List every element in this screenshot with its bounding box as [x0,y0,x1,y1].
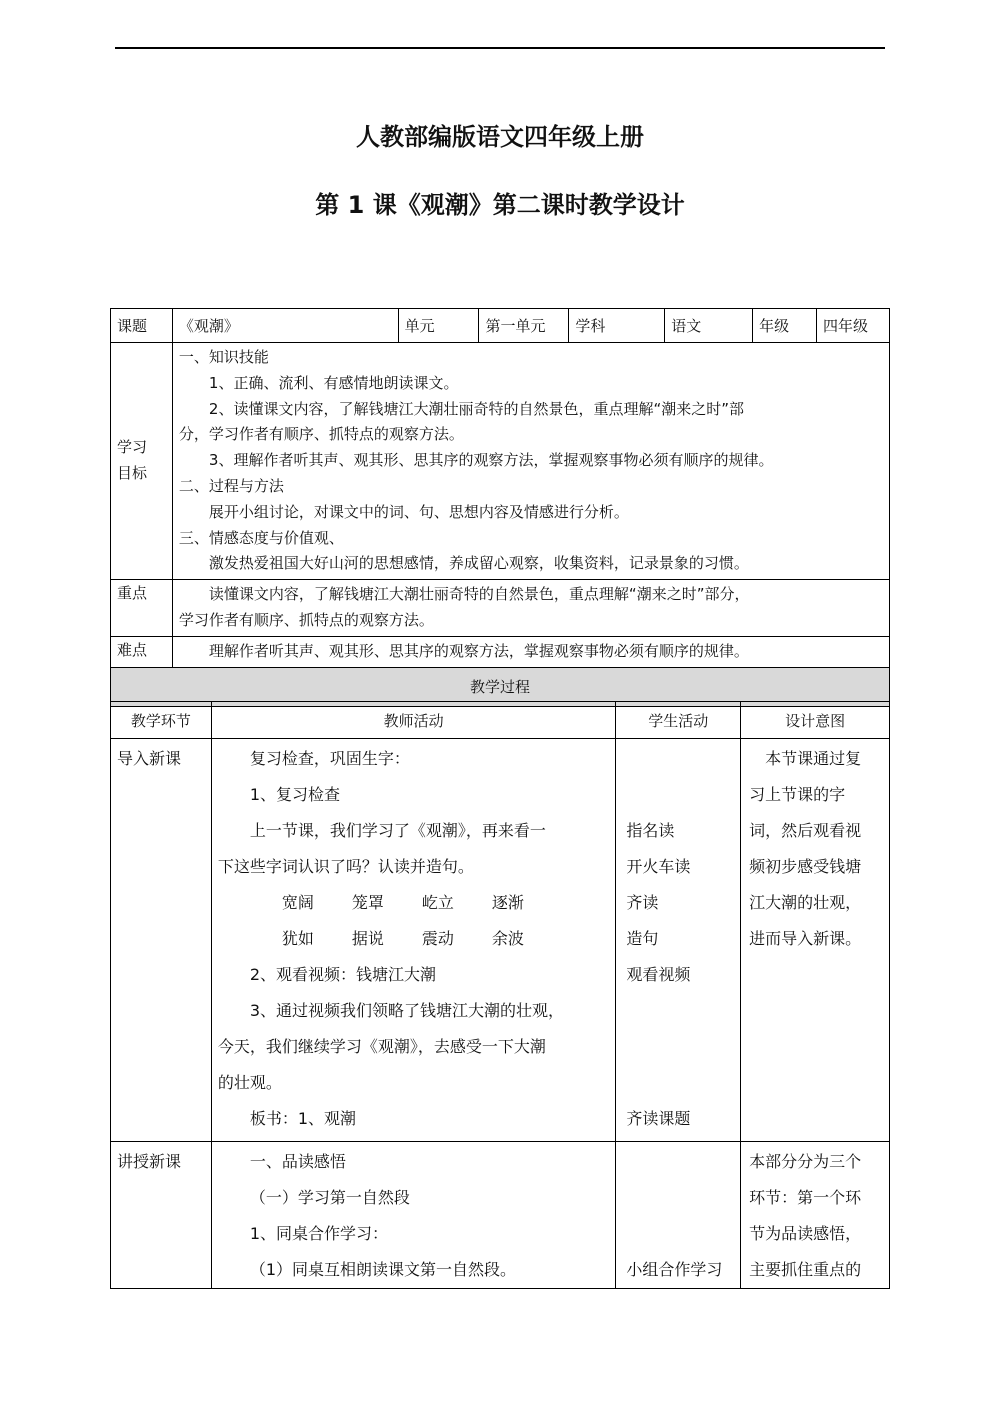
intent-intro: 本节课通过复 习上节课的字 词，然后观看视 频初步感受钱塘 江大潮的壮观， 进而导入新课。 [741,739,890,1142]
process-title: 教学过程 [111,667,890,706]
lesson-info-table [110,308,890,707]
word-row: 宽阔 笼罩 屹立 逐渐 [281,893,524,912]
keypoint-label: 重点 [111,580,173,637]
word-row: 犹如 据说 震动 余波 [281,929,524,948]
goal-line: 一、知识技能 [178,348,269,366]
keypoint-content: 读懂课文内容，了解钱塘江大潮壮丽奇特的自然景色，重点理解“潮来之时”部分， 学习作者有顺序、抓特点的观察方法。 [172,580,889,637]
intent-teach: 本部分分为三个 环节：第一个环 节为品读感悟， 主要抓住重点的 [741,1142,890,1289]
danyuan-label: 单元 [398,309,479,343]
goal-line: 激发热爱祖国大好山河的思想感情，养成留心观察，收集资料，记录景象的习惯。 [208,554,749,573]
stage-teach: 讲授新课 [111,1142,212,1289]
student-intro: 指名读 开火车读 齐读 造句 观看视频 齐读课题 [616,739,741,1142]
difficulty-row [111,636,890,667]
goals-label: 学习 目标 [111,343,173,580]
teacher-intro: 复习检查，巩固生字： 1、复习检查 上一节课，我们学习了《观潮》，再来看一 下这些字词认识了吗？认读并造句。 宽阔 笼罩 屹立 逐渐 犹如 据说 震动 余波 2、观看视频：钱塘江大潮 3、通过视频我们领略了钱塘江大潮的壮观， 今天，我们继续学习《观潮》，去感受一下大潮 的壮观。 板书：1、观潮 [211,739,615,1142]
teacher-teach: 一、品读感悟 （一）学习第一自然段 1、同桌合作学习： （1）同桌互相朗读课文第一自然段。 [211,1142,615,1289]
info-row [111,309,890,343]
process-header-row [111,702,890,739]
goal-line: 展开小组讨论，对课文中的词、句、思想内容及情感进行分析。 [208,502,629,521]
col-student: 学生活动 [616,702,741,739]
xueke-value: 语文 [665,309,753,343]
document-subtitle: 第 1 课《观潮》第二课时教学设计 [315,191,685,219]
keti-label: 课题 [111,309,173,343]
student-teach: 小组合作学习 [616,1142,741,1289]
keti-value: 《观潮》 [172,309,398,343]
col-stage: 教学环节 [111,702,212,739]
danyuan-value: 第一单元 [479,309,569,343]
keypoint-row [111,580,890,637]
process-row-teach [111,1142,890,1289]
nianji-value: 四年级 [817,309,890,343]
xueke-label: 学科 [569,309,665,343]
goals-content [172,343,889,580]
goal-line: 3、理解作者听其声、观其形、思其序的观察方法，掌握观察事物必须有顺序的规律。 [208,451,774,470]
header-rule [115,47,885,49]
difficulty-content: 理解作者听其声、观其形、思其序的观察方法，掌握观察事物必须有顺序的规律。 [172,636,889,667]
col-teacher: 教师活动 [211,702,615,739]
stage-intro: 导入新课 [111,739,212,1142]
goal-line: 二、过程与方法 [178,476,284,495]
difficulty-label: 难点 [111,636,173,667]
goals-row [111,343,890,580]
goal-line: 分，学习作者有顺序、抓特点的观察方法。 [178,425,464,444]
process-row-intro [111,739,890,1142]
col-intent: 设计意图 [741,702,890,739]
goal-line: 1、正确、流利、有感情地朗读课文。 [208,373,459,392]
goal-line: 2、读懂课文内容，了解钱塘江大潮壮丽奇特的自然景色，重点理解“潮来之时”部 [208,399,745,418]
document-title: 人教部编版语文四年级上册 [356,123,644,151]
goal-line: 三、情感态度与价值观、 [178,528,344,547]
nianji-label: 年级 [753,309,817,343]
process-table [110,701,890,1289]
